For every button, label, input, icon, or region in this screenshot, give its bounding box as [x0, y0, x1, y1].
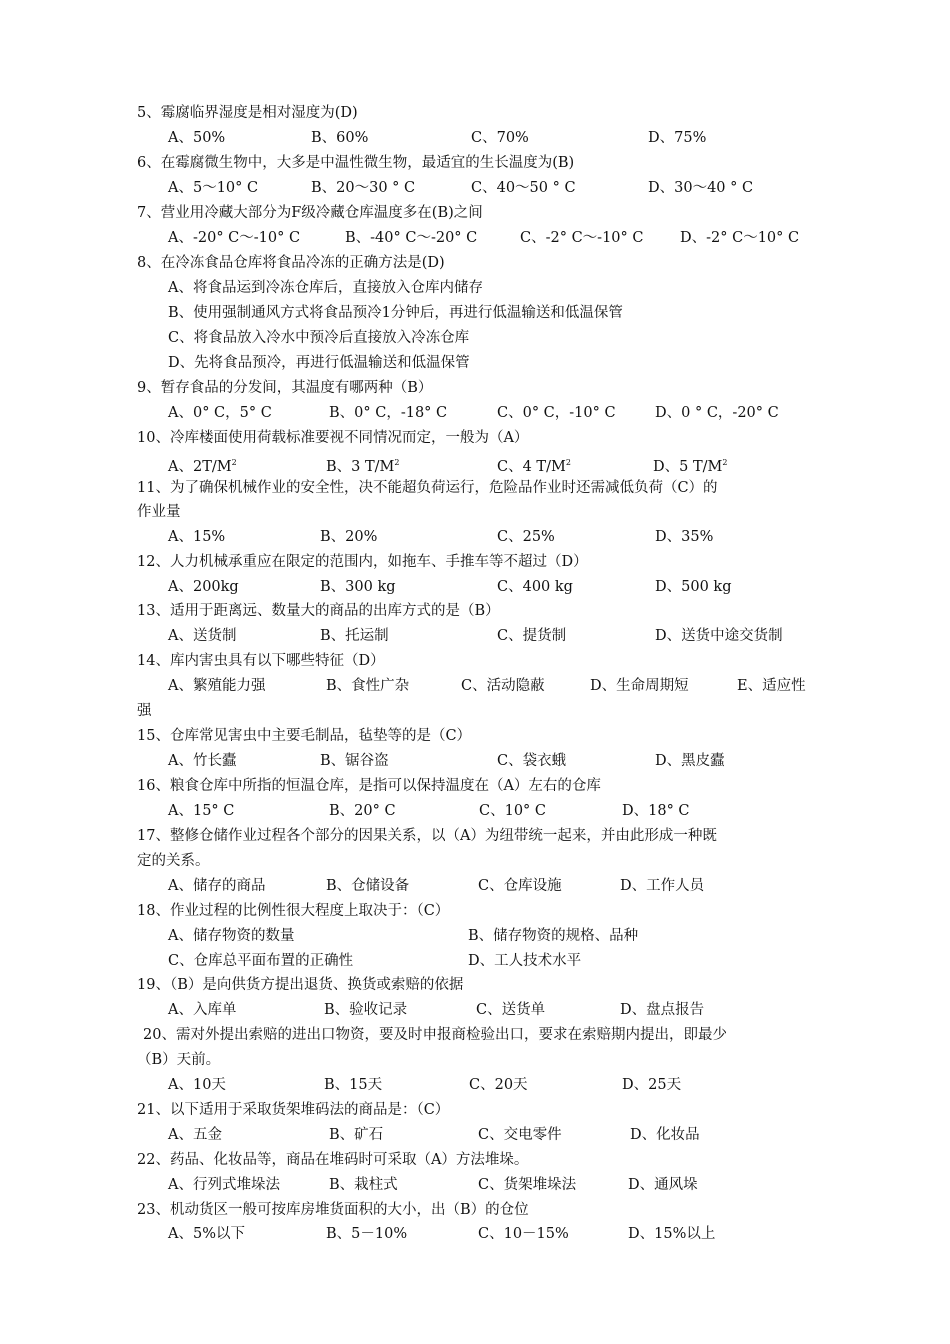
question-12-option-b: B、300 kg — [320, 579, 396, 595]
question-13-option-c: C、提货制 — [497, 628, 567, 644]
question-15-option-d: D、黑皮蠹 — [655, 753, 725, 769]
question-14-option-d: D、生命周期短 — [590, 678, 689, 694]
question-6-option-c: C、40～50 ° C — [471, 180, 576, 196]
question-6-option-d: D、30～40 ° C — [648, 180, 754, 196]
question-10-option-d-text: D、5 T/M — [653, 458, 723, 475]
question-5-option-b: B、60% — [311, 130, 369, 146]
question-10-option-b-text: B、3 T/M — [326, 458, 395, 475]
question-15-option-b: B、锯谷盗 — [320, 753, 389, 769]
question-23-stem: 23、机动货区一般可按库房堆货面积的大小，出（B）的仓位 — [137, 1202, 529, 1218]
question-6-option-a: A、5～10° C — [168, 180, 259, 196]
question-7-option-c: C、-2° C～-10° C — [520, 230, 644, 246]
question-9-option-b: B、0° C，-18° C — [329, 405, 448, 421]
question-9-option-d: D、0 ° C，-20° C — [655, 405, 779, 421]
question-18-option-b: B、储存物资的规格、品种 — [468, 928, 639, 944]
superscript: 2 — [231, 458, 237, 467]
question-16-option-c: C、10° C — [479, 803, 546, 819]
question-17-option-b: B、仓储设备 — [326, 878, 410, 894]
question-16-stem: 16、粮食仓库中所指的恒温仓库，是指可以保持温度在（A）左右的仓库 — [137, 778, 601, 794]
question-19-option-c: C、送货单 — [476, 1002, 546, 1018]
question-5-stem: 5、霉腐临界湿度是相对湿度为(D) — [137, 105, 358, 121]
question-5-option-c: C、70% — [471, 130, 529, 146]
question-7-stem: 7、营业用冷藏大部分为F级冷藏仓库温度多在(B)之间 — [137, 205, 483, 221]
question-10-option-c-text: C、4 T/M — [497, 458, 566, 475]
question-13-option-a: A、送货制 — [168, 628, 237, 644]
question-5-option-d: D、75% — [648, 130, 707, 146]
question-7-option-d: D、-2° C～10° C — [680, 230, 800, 246]
question-14-stem: 14、库内害虫具有以下哪些特征（D） — [137, 653, 385, 669]
question-14-option-e: E、适应性 — [737, 678, 806, 694]
question-8-option-c: C、将食品放入冷水中预冷后直接放入冷冻仓库 — [168, 330, 470, 346]
question-21-option-a: A、五金 — [168, 1127, 222, 1143]
question-15-stem: 15、仓库常见害虫中主要毛制品，毡垫等的是（C） — [137, 728, 472, 744]
superscript: 2 — [394, 458, 400, 467]
question-13-stem: 13、适用于距离远、数量大的商品的出库方式的是（B） — [137, 603, 500, 619]
question-23-option-a: A、5%以下 — [168, 1226, 245, 1242]
question-20-option-b: B、15天 — [324, 1077, 383, 1093]
question-14-option-e-continued: 强 — [137, 703, 152, 719]
question-7-option-a: A、-20° C～-10° C — [168, 230, 301, 246]
question-11-option-c: C、25% — [497, 529, 555, 545]
question-23-option-c: C、10－15% — [478, 1226, 569, 1242]
question-10-stem: 10、冷库楼面使用荷载标准要视不同情况而定，一般为（A） — [137, 430, 529, 446]
question-8-option-b: B、使用强制通风方式将食品预冷1分钟后，再进行低温输送和低温保管 — [168, 305, 623, 321]
question-10-option-a-text: A、2T/M — [168, 458, 232, 475]
question-14-option-b: B、食性广杂 — [326, 678, 410, 694]
question-12-option-d: D、500 kg — [655, 579, 732, 595]
question-21-option-c: C、交电零件 — [478, 1127, 562, 1143]
question-8-option-d: D、先将食品预冷，再进行低温输送和低温保管 — [168, 355, 470, 371]
question-18-option-a: A、储存物资的数量 — [168, 928, 295, 944]
question-21-option-b: B、矿石 — [329, 1127, 384, 1143]
superscript: 2 — [565, 458, 571, 467]
question-6-stem: 6、在霉腐微生物中，大多是中温性微生物，最适宜的生长温度为(B) — [137, 155, 575, 171]
question-15-option-c: C、袋衣蛾 — [497, 753, 567, 769]
question-11-option-d: D、35% — [655, 529, 714, 545]
question-5-option-a: A、50% — [168, 130, 226, 146]
question-10-option-d — [653, 453, 727, 477]
superscript: 2 — [722, 458, 728, 467]
question-14-option-c: C、活动隐蔽 — [461, 678, 545, 694]
question-20-stem: 20、需对外提出索赔的进出口物资，要及时申报商检验出口，要求在索赔期内提出，即最少 — [143, 1027, 727, 1043]
question-22-option-c: C、货架堆垛法 — [478, 1177, 577, 1193]
question-22-stem: 22、药品、化妆品等，商品在堆码时可采取（A）方法堆垛。 — [137, 1152, 529, 1168]
question-18-option-c: C、仓库总平面布置的正确性 — [168, 953, 354, 969]
question-12-option-c: C、400 kg — [497, 579, 573, 595]
question-18-option-d: D、工人技术水平 — [468, 953, 582, 969]
question-20-option-a: A、10天 — [168, 1077, 226, 1093]
question-16-option-b: B、20° C — [329, 803, 396, 819]
question-23-option-b: B、5－10% — [326, 1226, 408, 1242]
question-19-option-a: A、入库单 — [168, 1002, 237, 1018]
question-17-option-d: D、工作人员 — [620, 878, 705, 894]
question-9-option-a: A、0° C，5° C — [168, 405, 272, 421]
question-8-stem: 8、在冷冻食品仓库将食品冷冻的正确方法是(D) — [137, 255, 445, 271]
question-10-option-a — [168, 453, 237, 477]
question-12-stem: 12、人力机械承重应在限定的范围内，如拖车、手推车等不超过（D） — [137, 554, 588, 570]
question-20-option-c: C、20天 — [469, 1077, 528, 1093]
question-11-stem-continued: 作业量 — [137, 504, 181, 520]
question-10-option-c — [497, 453, 571, 477]
question-9-option-c: C、0° C，-10° C — [497, 405, 616, 421]
question-12-option-a: A、200kg — [168, 579, 239, 595]
question-16-option-d: D、18° C — [622, 803, 690, 819]
question-8-option-a: A、将食品运到冷冻仓库后，直接放入仓库内储存 — [168, 280, 483, 296]
question-21-option-d: D、化妆品 — [630, 1127, 700, 1143]
question-19-stem: 19、（B）是向供货方提出退货、换货或索赔的依据 — [137, 977, 464, 993]
question-7-option-b: B、-40° C～-20° C — [345, 230, 478, 246]
question-20-stem-continued: （B）天前。 — [137, 1052, 221, 1068]
question-19-option-d: D、盘点报告 — [620, 1002, 705, 1018]
question-9-stem: 9、暂存食品的分发间，其温度有哪两种（B） — [137, 380, 433, 396]
question-11-option-b: B、20% — [320, 529, 378, 545]
question-19-option-b: B、验收记录 — [324, 1002, 408, 1018]
question-11-option-a: A、15% — [168, 529, 226, 545]
question-21-stem: 21、以下适用于采取货架堆码法的商品是：（C） — [137, 1102, 450, 1118]
question-22-option-a: A、行列式堆垛法 — [168, 1177, 280, 1193]
question-16-option-a: A、15° C — [168, 803, 235, 819]
question-13-option-d: D、送货中途交货制 — [655, 628, 783, 644]
question-6-option-b: B、20～30 ° C — [311, 180, 416, 196]
question-22-option-d: D、通风垛 — [628, 1177, 698, 1193]
question-11-stem: 11、为了确保机械作业的安全性，决不能超负荷运行，危险品作业时还需减低负荷（C）的 — [137, 480, 718, 496]
question-17-option-c: C、仓库设施 — [478, 878, 562, 894]
question-17-stem-continued: 定的关系。 — [137, 853, 210, 869]
question-13-option-b: B、托运制 — [320, 628, 389, 644]
question-15-option-a: A、竹长蠹 — [168, 753, 237, 769]
question-10-option-b — [326, 453, 400, 477]
question-20-option-d: D、25天 — [622, 1077, 682, 1093]
question-18-stem: 18、作业过程的比例性很大程度上取决于：（C） — [137, 903, 450, 919]
question-17-stem: 17、整修仓储作业过程各个部分的因果关系，以（A）为纽带统一起来，并由此形成一种既 — [137, 828, 717, 844]
question-17-option-a: A、储存的商品 — [168, 878, 266, 894]
question-22-option-b: B、栽柱式 — [329, 1177, 398, 1193]
question-23-option-d: D、15%以上 — [628, 1226, 716, 1242]
question-14-option-a: A、繁殖能力强 — [168, 678, 266, 694]
